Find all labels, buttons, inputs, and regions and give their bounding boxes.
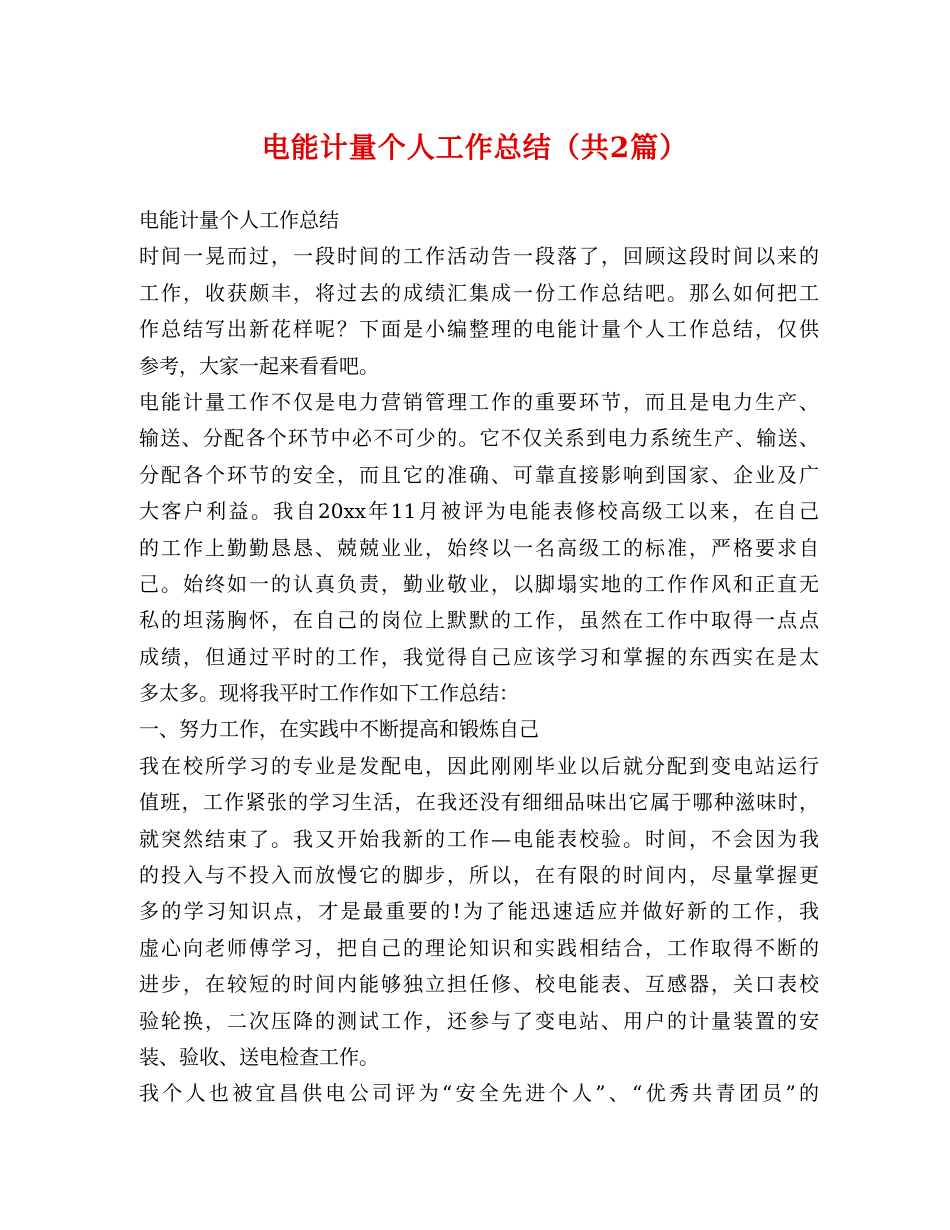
- text-line: 大客户利益。我自20xx年11月被评为电能表修校高级工以来，在自己: [139, 499, 819, 524]
- text-line: 的工作上勤勤恳恳、兢兢业业，始终以一名高级工的标准，严格要求自: [139, 535, 819, 560]
- text-line: 我在校所学习的专业是发配电，因此刚刚毕业以后就分配到变电站运行: [139, 753, 819, 778]
- document-title: 电能计量个人工作总结（共2篇）: [261, 131, 689, 164]
- text-line: 己。始终如一的认真负责，勤业敬业，以脚塌实地的工作作风和正直无: [139, 571, 819, 596]
- text-line: 我个人也被宜昌供电公司评为“安全先进个人”、“优秀共青团员”的: [139, 1081, 819, 1106]
- text-line: 多太多。现将我平时工作作如下工作总结：: [139, 681, 519, 706]
- document-body: [139, 202, 819, 1112]
- text-line: 值班，工作紧张的学习生活，在我还没有细细品味出它属于哪种滋味时，: [139, 790, 819, 815]
- text-line: 作总结写出新花样呢？下面是小编整理的电能计量个人工作总结，仅供: [139, 317, 819, 342]
- text-line: 电能计量工作不仅是电力营销管理工作的重要环节，而且是电力生产、: [139, 389, 819, 414]
- text-line: 参考，大家一起来看看吧。: [139, 353, 379, 378]
- text-line: 多的学习知识点，才是最重要的!为了能迅速适应并做好新的工作，我: [139, 899, 819, 924]
- text-line: 验轮换，二次压降的测试工作，还参与了变电站、用户的计量装置的安: [139, 1008, 819, 1033]
- text-line: 装、验收、送电检查工作。: [139, 1044, 379, 1069]
- text-line: 工作，收获颇丰，将过去的成绩汇集成一份工作总结吧。那么如何把工: [139, 280, 819, 305]
- text-line: 进步，在较短的时间内能够独立担任修、校电能表、互感器，关口表校: [139, 972, 819, 997]
- text-line: 私的坦荡胸怀，在自己的岗位上默默的工作，虽然在工作中取得一点点: [139, 608, 819, 633]
- text-line: 电能计量个人工作总结: [139, 208, 339, 232]
- text-line: 虚心向老师傅学习，把自己的理论知识和实践相结合，工作取得不断的: [139, 935, 819, 960]
- text-line: 输送、分配各个环节中必不可少的。它不仅关系到电力系统生产、输送、: [139, 426, 819, 451]
- text-line: 就突然结束了。我又开始我新的工作—电能表校验。时间，不会因为我: [139, 826, 819, 851]
- text-line: 一、努力工作，在实践中不断提高和锻炼自己: [139, 717, 539, 742]
- text-line: 的投入与不投入而放慢它的脚步，所以，在有限的时间内，尽量掌握更: [139, 863, 819, 888]
- text-line: 分配各个环节的安全，而且它的准确、可靠直接影响到国家、企业及广: [139, 462, 819, 487]
- text-line: 时间一晃而过，一段时间的工作活动告一段落了，回顾这段时间以来的: [139, 244, 819, 269]
- text-line: 成绩，但通过平时的工作，我觉得自己应该学习和掌握的东西实在是太: [139, 644, 819, 669]
